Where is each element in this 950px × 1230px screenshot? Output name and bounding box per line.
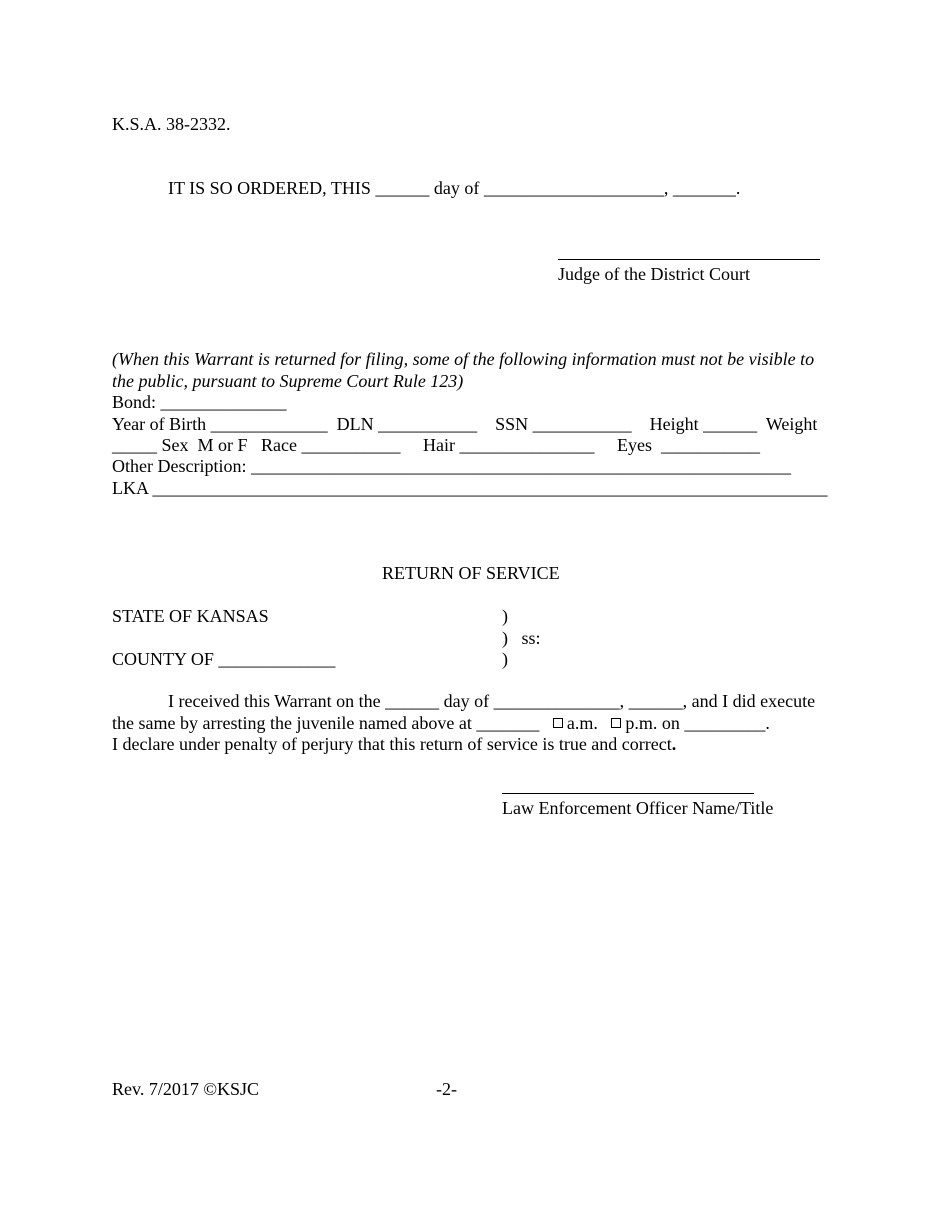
identity-fields-row-2[interactable]: _____ Sex M or F Race ___________ Hair _______________ Eyes ___________: [112, 435, 760, 455]
revision-footer: Rev. 7/2017 ©KSJC: [112, 1079, 260, 1099]
state-label: STATE OF KANSAS: [112, 606, 269, 626]
lka-field[interactable]: LKA ___________________________________________________________________________: [112, 478, 828, 498]
page-number: -2-: [436, 1079, 457, 1099]
county-field[interactable]: COUNTY OF _____________: [112, 649, 336, 669]
order-line: IT IS SO ORDERED, THIS ______ day of ____________________, _______.: [168, 178, 741, 198]
officer-signature-line[interactable]: [502, 793, 754, 794]
judge-signature-line[interactable]: [558, 259, 820, 260]
pm-label: p.m. on _________.: [625, 713, 770, 733]
venue-paren-ss: ) ss:: [502, 628, 541, 648]
am-label: a.m.: [566, 713, 612, 733]
return-body-line-3: [112, 733, 676, 755]
return-body-line-1: I received this Warrant on the ______ day of ______________, ______, and I did execute: [168, 691, 816, 711]
return-body-line-2-text: the same by arresting the juvenile named above at _______: [112, 713, 553, 733]
identity-fields-row-1[interactable]: Year of Birth _____________ DLN ___________ SSN ___________ Height ______ Weight: [112, 414, 818, 434]
return-of-service-heading: RETURN OF SERVICE: [382, 563, 560, 583]
privacy-notice-line-1: (When this Warrant is returned for filing, some of the following information must not be visible to: [112, 349, 815, 369]
officer-signature-label: Law Enforcement Officer Name/Title: [502, 798, 774, 818]
privacy-notice-line-2: the public, pursuant to Supreme Court Rule 123): [112, 371, 464, 391]
bond-field[interactable]: Bond: ______________: [112, 392, 287, 412]
am-checkbox[interactable]: [553, 718, 563, 728]
perjury-declaration-period: .: [671, 734, 677, 754]
other-description-field[interactable]: Other Description: ____________________________________________________________: [112, 456, 791, 476]
return-body-line-2: [112, 712, 770, 734]
perjury-declaration: I declare under penalty of perjury that this return of service is true and correct: [112, 734, 672, 754]
pm-checkbox[interactable]: [611, 718, 621, 728]
venue-paren-1: ): [502, 606, 508, 626]
venue-paren-3: ): [502, 649, 508, 669]
statute-reference: K.S.A. 38-2332.: [112, 114, 231, 134]
judge-signature-label: Judge of the District Court: [558, 264, 750, 284]
